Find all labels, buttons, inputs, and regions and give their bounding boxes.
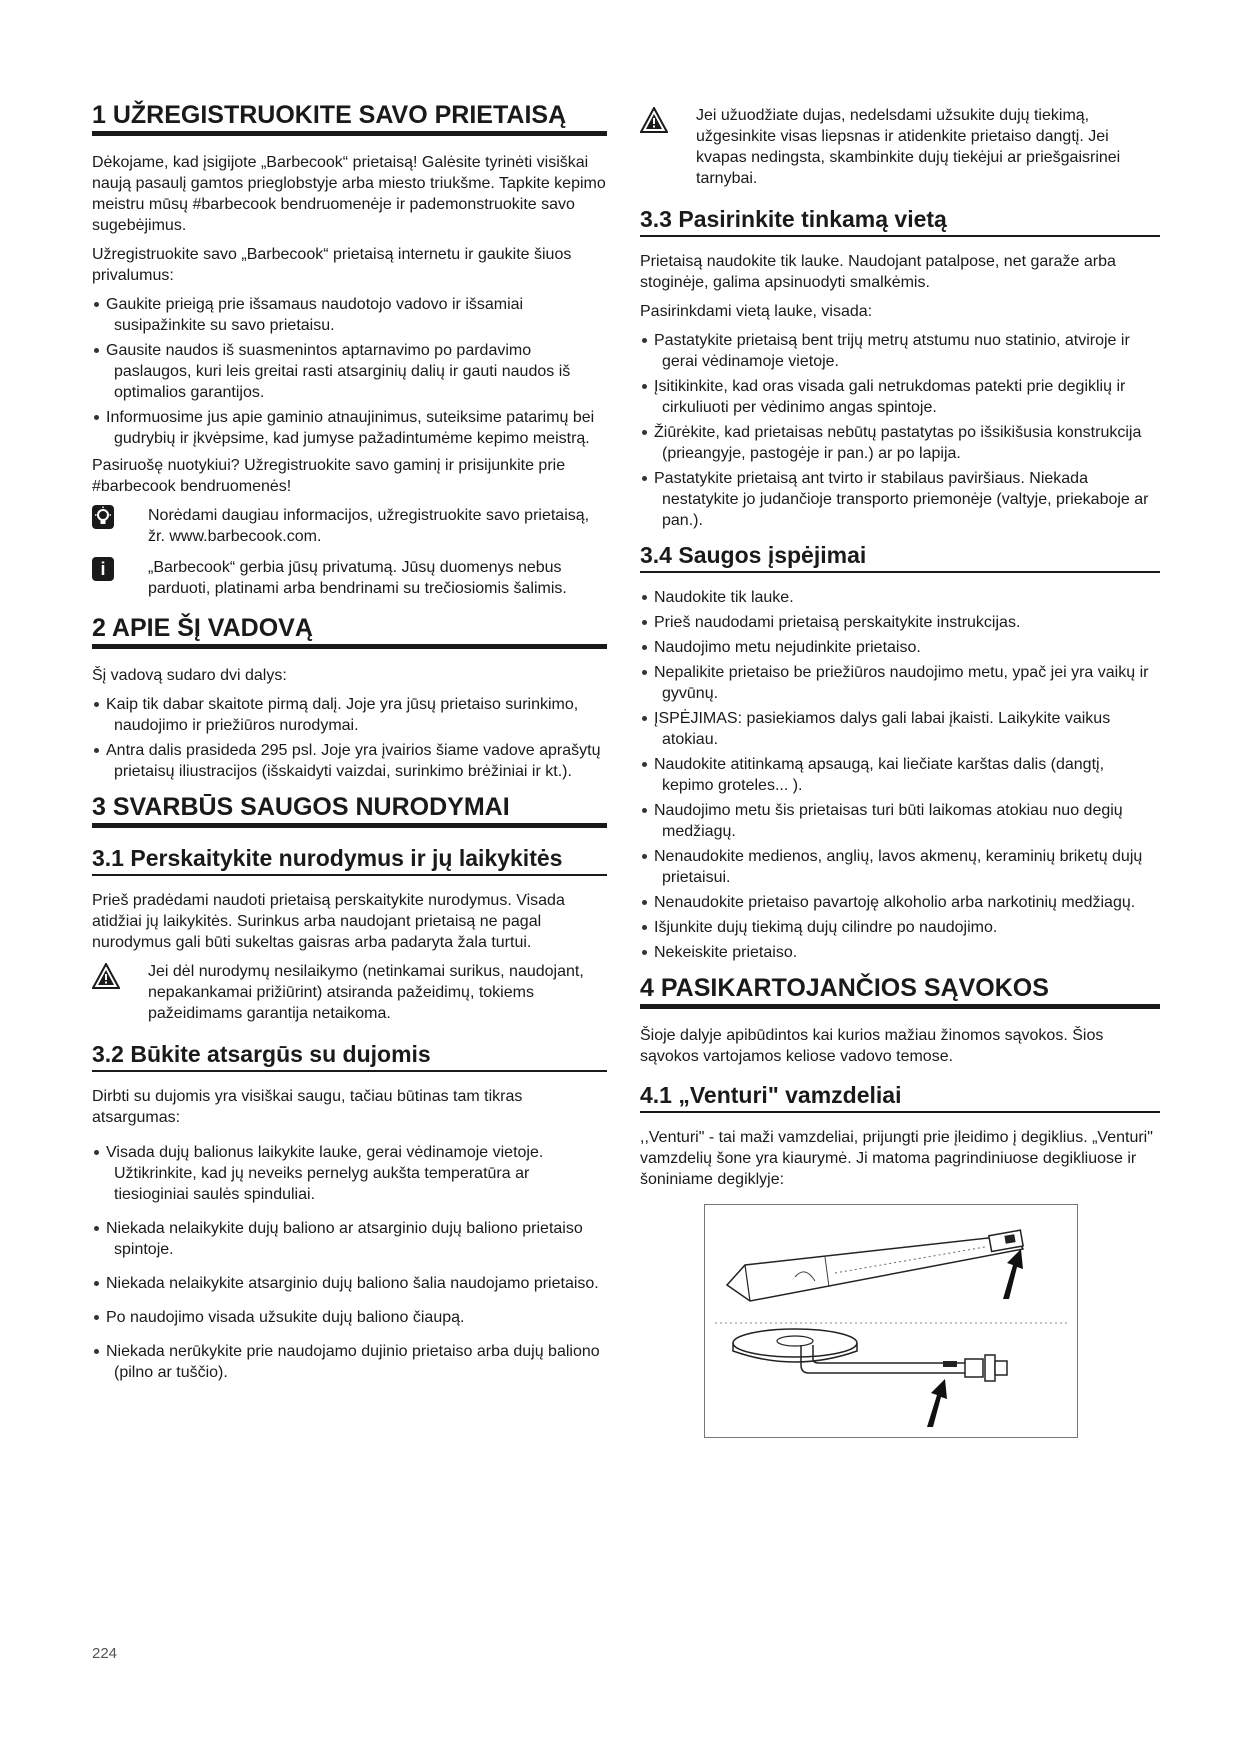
warning-icon [92,963,120,989]
list-item: Naudojimo metu šis prietaisas turi būti laikomas atokiau nuo degių medžiagų. [640,800,1160,842]
s33-location-list [640,330,1160,531]
list-item: Pastatykite prietaisą bent trijų metrų atstumu nuo statinio, atviroje ir gerai vėdinamoje vietoje. [640,330,1160,372]
list-item: Įsitikinkite, kad oras visada gali netrukdomas patekti prie degiklių ir cirkuliuoti per vėdinimo angas spintoje. [640,376,1160,418]
list-item: Išjunkite dujų tiekimą dujų cilindre po naudojimo. [640,917,1160,938]
list-item: Visada dujų balionus laikykite lauke, gerai vėdinamoje vietoje. Užtikrinkite, kad jų neveiks pernelyg aukšta temperatūra ar tiesioginiai saulės spinduliai. [92,1142,607,1205]
s1-benefits-list [92,294,607,449]
section-3-2-heading: 3.2 Būkite atsargūs su dujomis [92,1040,607,1072]
section-4-1-heading: 4.1 „Venturi" vamzdeliai [640,1081,1160,1113]
s33-text-2: Pasirinkdami vietą lauke, visada: [640,303,873,320]
s31-text: Prieš pradėdami naudoti prietaisą perskaitykite nurodymus. Visada atidžiai jų laikykitės. Surinkus arba naudojant prietaisą ne pagal nurodymus gali būti sukeltas gaisras arba padaryta žala turtui. [92,892,565,951]
list-item: Gaukite prieigą prie išsamaus naudotojo vadovo ir išsamiai susipažinkite su savo prietaisu. [92,294,607,336]
arrow-icon [927,1379,947,1427]
s32-gas-list [92,1142,607,1383]
gas-warning-note [640,105,1160,189]
s32-text: Dirbti su dujomis yra visiškai saugu, tačiau būtinas tam tikras atsargumas: [92,1088,523,1126]
list-item: Prieš naudodami prietaisą perskaitykite instrukcijas. [640,612,1160,633]
section-4-heading: 4 PASIKARTOJANČIOS SĄVOKOS [640,973,1160,1009]
list-item: Nepalikite prietaiso be priežiūros naudojimo metu, ypač jei yra vaikų ir gyvūnų. [640,662,1160,704]
info-icon: i [92,557,114,581]
s33-text-1: Prietaisą naudokite tik lauke. Naudojant patalpose, net garaže arba stoginėje, galima apsinuodyti smalkėmis. [640,253,1116,291]
warning-icon [640,107,668,133]
section-3-3-heading: 3.3 Pasirinkite tinkamą vietą [640,205,1160,237]
venturi-tube-illustration [727,1230,1023,1301]
list-item: Nenaudokite prietaiso pavartoję alkoholio arba narkotinių medžiagų. [640,892,1160,913]
section-3-4-heading: 3.4 Saugos įspėjimai [640,541,1160,573]
lightbulb-icon [92,505,148,534]
list-item: Pastatykite prietaisą ant tvirto ir stabilaus paviršiaus. Niekada nestatykite jo judančioje transporto priemonėje (valtyje, priekaboje ar pan.). [640,468,1160,531]
page-number: 224 [92,1645,118,1662]
list-item: ĮSPĖJIMAS: pasiekiamos dalys gali labai įkaisti. Laikykite vaikus atokiau. [640,708,1160,750]
warning-note [92,961,607,1024]
list-item: Niekada nerūkykite prie naudojamo dujinio prietaiso arba dujų baliono (pilno ar tuščio). [92,1341,607,1383]
list-item: Informuosime jus apie gaminio atnaujinimus, suteiksime patarimų bei gudrybių ir įkvėpsime, kad jumyse pažadintumėme kepimo meistrą. [92,407,607,449]
list-item: Naudokite tik lauke. [640,587,1160,608]
list-item: Naudojimo metu nejudinkite prietaiso. [640,637,1160,658]
right-column [640,100,1160,1438]
warning-note-text: Jei dėl nurodymų nesilaikymo (netinkamai surikus, naudojant, nepakankamai prižiūrint) atsiranda pažeidimų, tokiems pažeidimams garantija netaikoma. [148,963,584,1022]
left-column [92,100,607,1396]
list-item: Gausite naudos iš suasmenintos aptarnavimo po pardavimo paslaugos, kuri leis greitai rasti atsarginių dalių ir gauti naudos iš optimalios garantijos. [92,340,607,403]
list-item: Nenaudokite medienos, anglių, lavos akmenų, keraminių briketų dujų prietaisui. [640,846,1160,888]
s4-intro: Šioje dalyje apibūdintos kai kurios mažiau žinomos sąvokos. Šios sąvokos vartojamos keliose vadovo temose. [640,1027,1104,1065]
s1-register-text: Užregistruokite savo „Barbecook“ prietaisą internetu ir gaukite šiuos privalumus: [92,246,572,284]
tip-note [92,505,607,547]
gas-warning-text: Jei užuodžiate dujas, nedelsdami užsukite dujų tiekimą, užgesinkite visas liepsnas ir atidenkite prietaiso dangtį. Jei kvapas nedingsta, skambinkite dujų tiekėjui ar priešgaisrinei tarnybai. [696,107,1121,187]
s2-intro: Šį vadovą sudaro dvi dalys: [92,667,287,684]
list-item: Naudokite atitinkamą apsaugą, kai liečiate karštas dalis (dangtį, kepimo groteles... ). [640,754,1160,796]
list-item: Žiūrėkite, kad prietaisas nebūtų pastatytas po išsikišusia konstrukcija (prieangyje, pastogėje ir pan.) ar po lapija. [640,422,1160,464]
list-item: Niekada nelaikykite atsarginio dujų baliono šalia naudojamo prietaiso. [92,1273,607,1294]
s2-parts-list [92,694,607,782]
list-item: Po naudojimo visada užsukite dujų baliono čiaupą. [92,1307,607,1328]
list-item: Antra dalis prasideda 295 psl. Joje yra įvairios šiame vadove aprašytų prietaisų iliustracijos (išskaidyti vaizdai, surinkimo brėžiniai ir kt.). [92,740,607,782]
s1-intro: Dėkojame, kad įsigijote „Barbecook“ prietaisą! Galėsite tyrinėti visiškai naują pasaulį gamtos prieglobstyje arba miesto triukšme. Tapkite kepimo meistru mūsų #barbecook bendruomenėje ir pademonstruokite savo sugebėjimus. [92,154,606,234]
info-note [92,557,607,599]
s34-warnings-list [640,587,1160,963]
section-3-heading: 3 SVARBŪS SAUGOS NURODYMAI [92,792,607,828]
venturi-tubes-figure [704,1204,1078,1438]
side-burner-illustration [733,1329,1007,1381]
list-item: Niekada nelaikykite dujų baliono ar atsarginio dujų baliono prietaiso spintoje. [92,1218,607,1260]
section-2-heading: 2 APIE ŠĮ VADOVĄ [92,613,607,649]
section-1-heading: 1 UŽREGISTRUOKITE SAVO PRIETAISĄ [92,100,607,136]
list-item: Nekeiskite prietaiso. [640,942,1160,963]
list-item: Kaip tik dabar skaitote pirmą dalį. Joje yra jūsų prietaiso surinkimo, naudojimo ir priežiūros nurodymai. [92,694,607,736]
arrow-icon [1003,1249,1023,1299]
info-note-text: „Barbecook“ gerbia jūsų privatumą. Jūsų duomenys nebus parduoti, platinami arba bendrinami su trečiosiomis šalimis. [148,559,567,597]
s41-text: ,,Venturi" - tai maži vamzdeliai, prijungti prie įleidimo į degiklius. „Venturi" vamzdelių šone yra kiaurymė. Ji matoma pagrindiniuose degikliuose ir šoniniame degiklyje: [640,1129,1153,1188]
s1-adventure-text: Pasiruošę nuotykiui? Užregistruokite savo gaminį ir prisijunkite prie #barbecook bendruomenės! [92,457,566,495]
section-3-1-heading: 3.1 Perskaitykite nurodymus ir jų laikykitės [92,844,607,876]
tip-note-text: Norėdami daugiau informacijos, užregistruokite savo prietaisą, žr. www.barbecook.com. [148,507,590,545]
